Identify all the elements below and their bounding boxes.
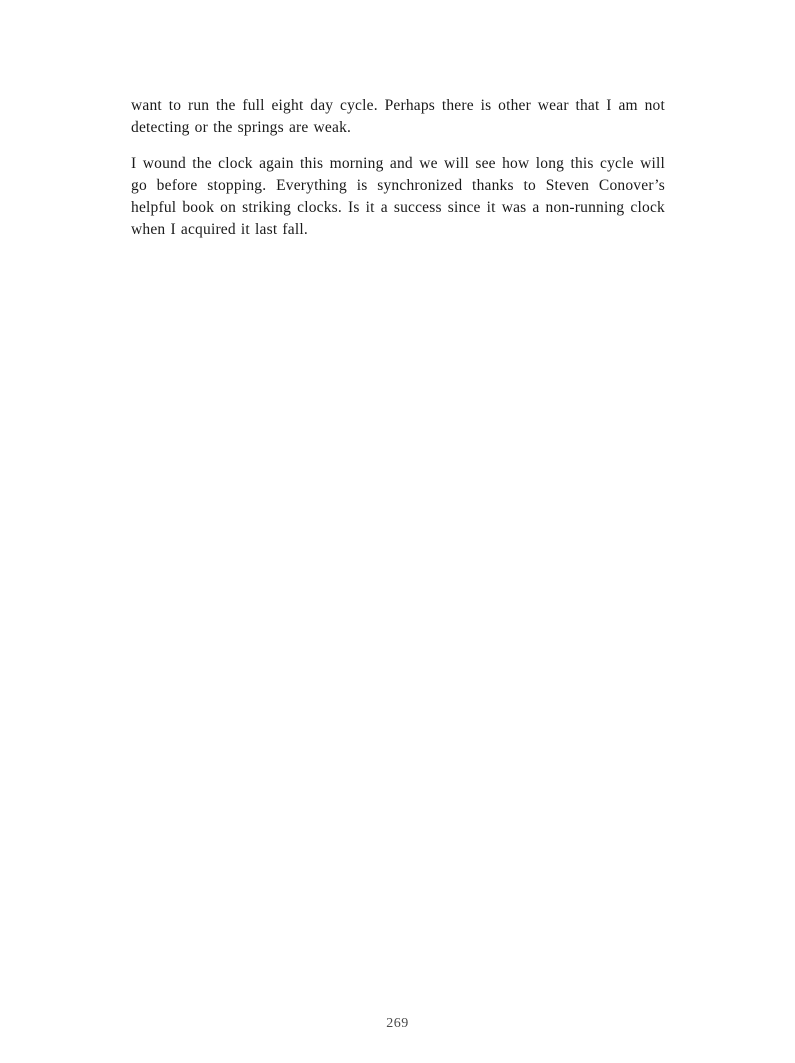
body-text <box>131 95 665 255</box>
paragraph: I wound the clock again this morning and we will see how long this cycle will go before stopping. Everything is synchronized thanks to Steven Conover’s helpful book on striking clocks. Is it a success since it was a non-running clock when I acquired it last fall. <box>131 155 665 238</box>
paragraph: want to run the full eight day cycle. Perhaps there is other wear that I am not detecting or the springs are weak. <box>131 97 665 136</box>
page-number: 269 <box>386 1016 409 1031</box>
